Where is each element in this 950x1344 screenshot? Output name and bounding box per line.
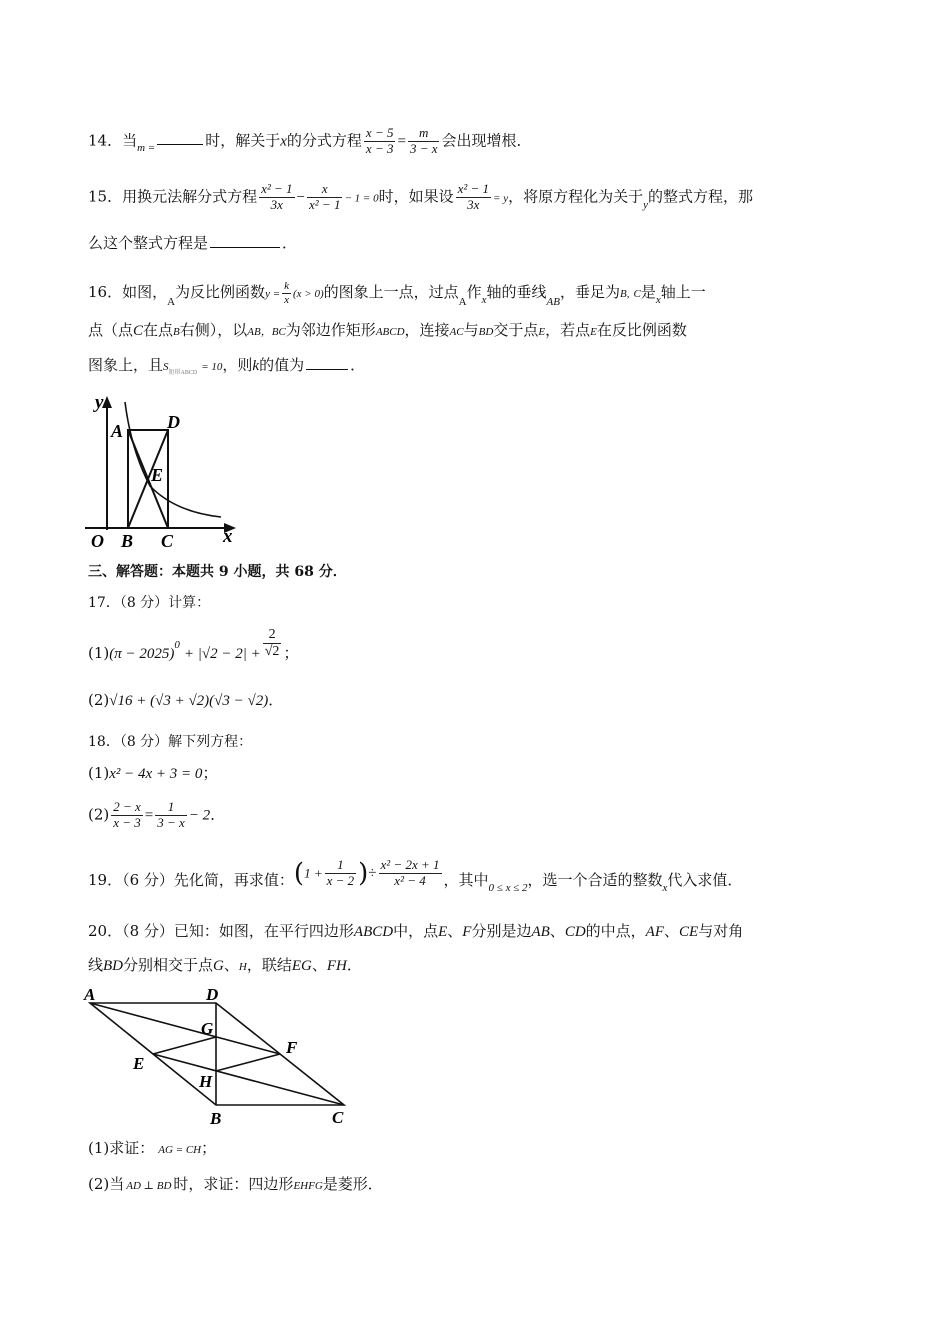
q17-p1-expr-a: (π − 2025) [109,645,175,662]
q16-l3-a: 图象上，且 [88,356,164,374]
q18-p1-expr: x² − 4x + 3 = 0 [109,766,203,782]
fig20-label-d: D [206,985,219,1004]
q20-text-c: 分别是边 [471,922,532,940]
q20-g: G [213,958,224,974]
q20-l2-b: 分别相交于点 [123,956,214,974]
q16-point-a-2: A [458,296,467,309]
q20-af: AF [645,924,664,940]
question-18-title: 18．（8 分）解下列方程： [88,734,253,750]
fig20-label-a: A [84,985,96,1004]
q20-eg: EG [291,958,312,974]
q19-fraction-2: $\frac{\text{x² − 2x + 1}}{\text{x² − 4}}$ [380,857,440,888]
q16-l3-c: 的值为 [259,356,305,374]
q16-fraction-k-over-x: $\frac{k}{x}$ [284,280,290,306]
q20-abcd: ABCD [353,924,394,940]
q14-m-eq: m = [137,142,156,155]
q14-text-1: 时，解关于 [205,131,281,150]
q17-p2-label: (2) [88,691,110,709]
q17-p1-expr-b: + |√2 − 2| + [183,645,261,662]
q15-text-1: 时，如果设 [378,187,454,206]
fig20-label-e: E [133,1054,145,1073]
q19-one-plus: 1 + [304,865,323,881]
q20-bd: BD [103,958,124,974]
q18-p2-fraction-1: $\frac{2 - x}{x - 3}$ [113,799,141,830]
q18-p2-fraction-2: $\frac{1}{3 - x}$ [157,799,185,830]
section-3-heading: 三、解答题：本题共 9 小题，共 68 分． [88,564,347,580]
q14-answer-blank [157,144,203,145]
q20-cd: CD [564,924,586,940]
q16-l2-h: ，若点 [545,321,591,339]
q16-l2-bpt: B [173,326,180,338]
question-20-part-2 [88,1177,383,1192]
q16-area-eq: = 10 [201,361,223,373]
question-18-part-1 [88,766,217,782]
q16-text-g: 是 [640,283,656,302]
q16-point-c: C [633,288,641,301]
q15-number: 15．用换元法解分式方程 [88,187,258,206]
q17-p1-fraction: $\frac{2}{√2}$ [264,627,280,660]
fig20-segment-af [90,1003,280,1054]
question-17-part-1 [88,627,298,660]
question-20-part-1 [88,1141,216,1156]
q16-text-h: 轴上一 [660,283,706,302]
q16-l2-text-c: 右侧），以 [179,321,248,339]
q14-fraction-2: $\frac{m}{3 - x}$ [409,125,438,156]
question-14 [88,126,532,157]
q18-p1-end: ； [202,764,218,782]
q14-number: 14．当 [88,131,138,150]
q16-l2-epoint: E [538,326,546,338]
q14-text-2: 的分式方程 [286,131,362,150]
fig16-label-b: B [121,531,134,550]
q15-answer-blank [210,247,280,248]
q20-p1-label: (1)求证： [88,1139,155,1157]
figure-16 [85,390,245,550]
q20-sep1: 、 [447,922,463,940]
question-16 [88,280,706,309]
q15-minus: − [296,189,306,206]
q18-p2-label: (2) [88,805,110,824]
fig20-parallelogram [90,1003,344,1105]
fig16-label-a: A [111,421,124,441]
q19-text-a: 19．（6 分）先化简，再求值： [88,871,294,890]
q14-text-3: 会出现增根． [441,131,532,150]
q15-tail-eq: − 1 = 0 [344,192,379,205]
q16-l2-bd: BD [478,326,494,338]
q19-left-paren: ( [293,858,305,889]
q14-var-x: x [280,133,287,150]
q16-l2-e: ，连接 [404,321,450,339]
q16-area-s: S [163,361,169,373]
question-15-line-2 [88,236,297,251]
figure-20 [82,984,362,1129]
question-20 [88,924,743,940]
q14-fraction-1: $\frac{x - 5}{x - 3}$ [365,125,394,156]
fig16-y-arrow [102,396,112,408]
q16-l2-ab-bc: AB，BC [247,326,286,338]
q16-text-c: 的图象上一点，过点 [323,283,459,302]
q16-l2-ac: AC [449,326,464,338]
fig16-label-o: O [91,531,104,550]
fig20-label-f: F [286,1038,298,1057]
fig16-label-c: C [161,531,174,550]
q14-equals: = [397,133,406,150]
q16-var-k: k [252,358,260,374]
q15-text-3: 的整式方程，那 [648,187,754,206]
q17-p2-expr: √16 + (√3 + √2)(√3 − √2) [109,693,269,709]
q15-end: ． [282,234,298,252]
q20-fh: FH [326,958,347,974]
fig20-segment-fh [216,1054,280,1071]
q16-l2-epoint-2: E [590,326,597,338]
q20-p2-text-c: 是菱形． [322,1175,383,1193]
q18-p1-label: (1) [88,764,110,782]
q18-p2-eq: = [144,807,154,824]
fig16-label-y: y [95,392,104,413]
fig20-label-h: H [199,1072,213,1091]
q19-range: 0 ≤ x ≤ 2 [488,882,528,895]
q16-l2-f: 与 [463,321,479,339]
q18-p2-tail: − 2 [188,807,211,824]
q16-area-subscript: 矩形ABCD [168,370,198,376]
q16-l2-a: 点（点 [88,321,134,339]
q16-segment-ab: AB [546,296,560,309]
q19-text-d: 代入求值． [667,871,743,890]
q20-l2-c: ，联结 [246,956,292,974]
q16-text-d: 作 [466,283,482,302]
question-17-title: 17．（8 分）计算： [88,595,211,611]
q20-sep5: 、 [311,956,327,974]
q20-p2-label: (2)当 [88,1175,125,1193]
q20-text-d: 的中点， [585,922,646,940]
fig20-label-b: B [210,1109,222,1128]
q20-f: F [462,924,472,940]
fig20-label-g: G [201,1019,214,1038]
q20-p2-expr: AD ⊥ BD [126,1180,172,1192]
question-15 [88,182,753,213]
q16-answer-blank [306,369,348,370]
q19-div: ÷ [368,865,377,882]
q20-sep2: 、 [549,922,565,940]
q15-fraction-1: $\frac{\text{x² − 1}}{3x}$ [261,181,293,212]
q17-p2-end: ． [268,691,284,709]
q20-sep3: 、 [664,922,680,940]
q20-sep4: 、 [223,956,239,974]
q18-p2-end: ． [210,805,226,824]
q16-func-y: y = [265,288,281,301]
q20-l2-a: 线 [88,956,104,974]
fig16-label-x: x [223,526,233,547]
q16-x-axis-var: x [481,294,487,307]
q16-x-axis-var-2: x [655,294,661,307]
q16-point-a: A [167,296,176,309]
q16-point-b: B, [620,288,630,301]
question-16-line-3 [88,358,365,374]
q16-text-a: 16．如图， [88,283,168,302]
q16-l2-c: C [133,323,144,339]
q19-fraction-1: $\frac{1}{x - 2}$ [326,857,355,888]
q17-p1-end: ； [283,643,299,662]
q16-condition: (x > 0) [293,288,324,301]
q20-ab: AB [531,924,550,940]
fig20-label-c: C [332,1108,344,1127]
q20-p2-ehfg: EHFG [293,1180,323,1192]
q20-e: E [438,924,448,940]
q16-end: ． [350,356,366,374]
q20-p2-text-b: 时，求证：四边形 [173,1175,294,1193]
q16-l2-g: 交于点 [493,321,539,339]
q20-p1-end: ； [201,1139,217,1157]
q15-text-2: ，将原方程化为关于 [508,187,644,206]
question-18-part-2 [88,800,225,831]
q20-p1-expr: AG = CH [158,1144,202,1156]
q20-text-a: 20．（8 分）已知：如图，在平行四边形 [88,922,354,940]
q16-l3-b: ，则 [222,356,253,374]
fig16-label-e: E [151,465,164,485]
q20-ce: CE [679,924,699,940]
q15-eq-y: = y [493,192,509,205]
q20-l2-end: ． [346,956,362,974]
q15-var-y: y [643,199,649,212]
q20-text-b: 中，点 [393,922,439,940]
question-17-part-2 [88,693,283,709]
q16-l2-d: 为邻边作矩形 [285,321,376,339]
fig16-label-d: D [167,412,180,432]
q15-fraction-3: $\frac{\text{x² − 1}}{3x}$ [457,181,490,212]
q15-line2-text: 么这个整式方程是 [88,234,209,252]
q17-p1-exponent: 0 [174,638,180,651]
q16-text-b: 为反比例函数 [175,283,266,302]
q20-h: H [238,961,247,973]
q19-var-x: x [662,882,668,895]
q17-p1-label: (1) [88,643,110,662]
fig20-segment-eg [153,1037,216,1054]
q16-text-f: ，垂足为 [560,283,621,302]
q15-fraction-2: $\frac{x}{\text{x² − 1}}$ [309,181,341,212]
question-16-line-2 [88,323,687,339]
q20-text-e: 与对角 [698,922,744,940]
q19-right-paren: ) [358,858,369,889]
question-19 [88,857,743,895]
q19-text-c: ，选一个合适的整数 [527,871,663,890]
q16-l2-i: 在反比例函数 [596,321,687,339]
q19-text-b: ，其中 [443,871,489,890]
q16-l2-b: 在点 [143,321,174,339]
question-20-line-2 [88,958,362,974]
q16-l2-abcd: ABCD [375,326,405,338]
q16-text-e: 轴的垂线 [486,283,547,302]
